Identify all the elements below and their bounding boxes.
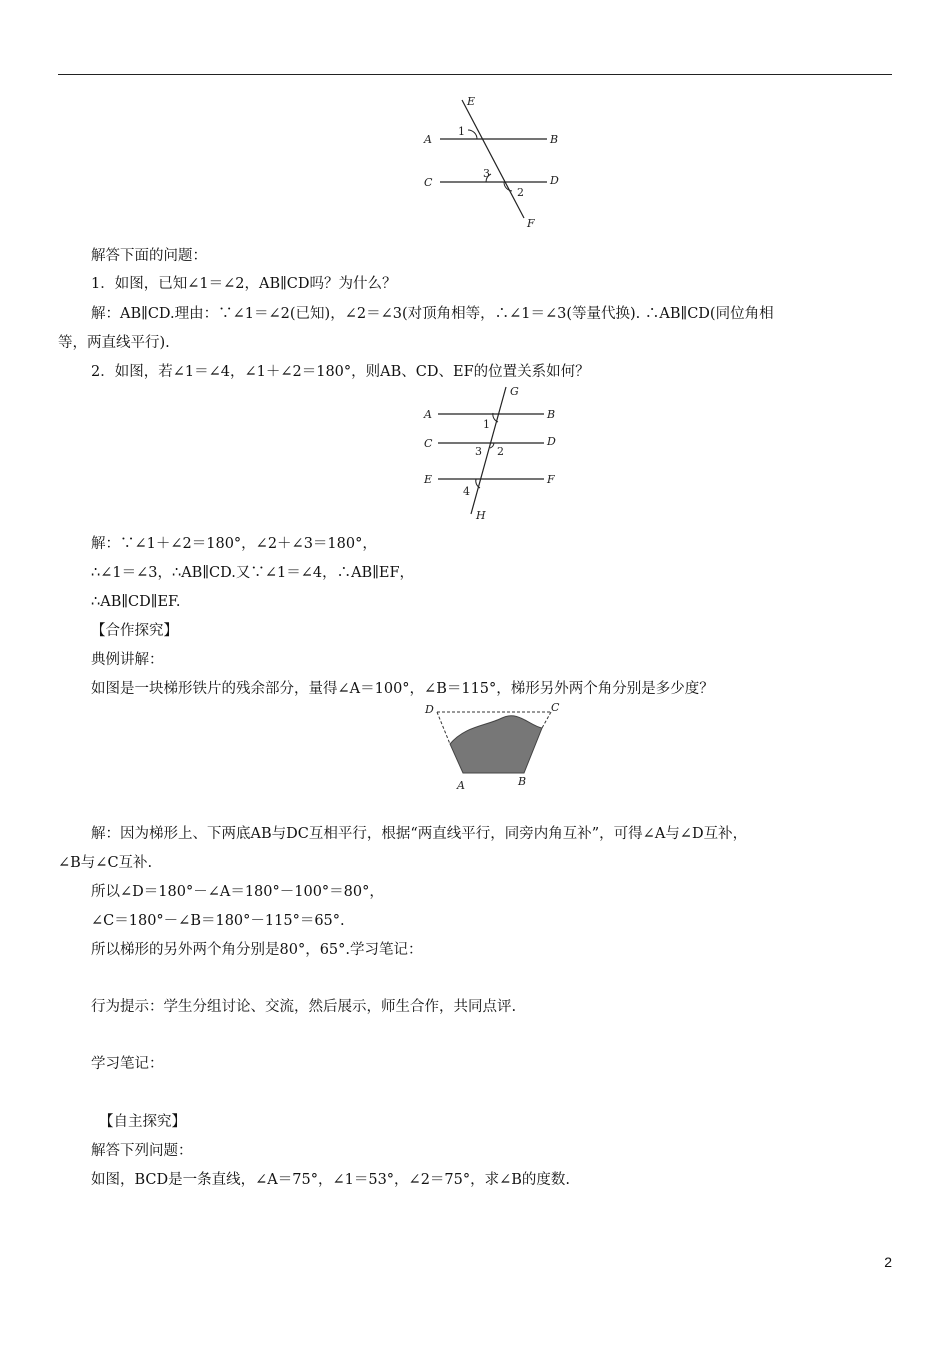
behavior-hint: 行为提示：学生分组讨论、交流，然后展示，师生合作，共同点评.	[91, 999, 517, 1015]
question-2: 2．如图，若∠1＝∠4，∠1＋∠2＝180°，则AB、CD、EF的位置关系如何？	[91, 364, 590, 380]
header-rule	[58, 74, 892, 75]
label-E: E	[424, 473, 433, 486]
question-1: 1．如图，已知∠1＝∠2，AB∥CD吗？为什么？	[91, 276, 397, 292]
answer-2-line-2: ∴∠1＝∠3，∴AB∥CD.又∵∠1＝∠4，∴AB∥EF，	[91, 565, 415, 581]
label-E: E	[467, 95, 476, 108]
angle-1-label: 1	[483, 418, 490, 431]
example-answer-line-2: ∠B与∠C互补.	[58, 855, 153, 871]
answer-2-line-3: ∴AB∥CD∥EF.	[91, 594, 181, 610]
self-study-intro: 解答下列问题：	[91, 1143, 193, 1159]
figure-trapezoid	[420, 700, 570, 796]
angle-2-label: 2	[497, 445, 504, 458]
label-D: D	[425, 703, 434, 716]
answer-2-line-1: 解：∵∠1＋∠2＝180°，∠2＋∠3＝180°，	[91, 536, 377, 552]
label-A: A	[457, 779, 465, 792]
label-H: H	[476, 509, 486, 522]
angle-3-label: 3	[475, 445, 482, 458]
example-answer-line-1: 解：因为梯形上、下两底AB与DC互相平行，根据“两直线平行，同旁内角互补”，可得∠A与∠D互补，	[91, 826, 748, 842]
label-F: F	[547, 473, 555, 486]
label-C: C	[424, 176, 433, 189]
page-number: 2	[884, 1254, 892, 1270]
angle-4-label: 4	[463, 485, 470, 498]
label-G: G	[510, 385, 519, 398]
label-C: C	[551, 701, 560, 714]
label-B: B	[550, 133, 559, 146]
angle-3-label: 3	[483, 167, 490, 180]
example-answer-line-4: ∠C＝180°－∠B＝180°－115°＝65°.	[91, 913, 345, 929]
label-A: A	[424, 133, 432, 146]
label-D: D	[550, 174, 559, 187]
answer-1-line-2: 等，两直线平行).	[58, 335, 170, 351]
example-question: 如图是一块梯形铁片的残余部分，量得∠A＝100°，∠B＝115°，梯形另外两个角分别是多少度？	[91, 681, 714, 697]
answer-1-line-1: 解：AB∥CD.理由：∵∠1＝∠2(已知)，∠2＝∠3(对顶角相等，∴∠1＝∠3(等量代换). ∴AB∥CD(同位角相	[91, 306, 774, 322]
study-notes: 学习笔记：	[91, 1056, 164, 1072]
label-B: B	[547, 408, 556, 421]
example-answer-line-3: 所以∠D＝180°－∠A＝180°－100°＝80°，	[91, 884, 384, 900]
figure-parallel-lines-1	[420, 94, 570, 232]
self-study-heading: 【自主探究】	[99, 1114, 186, 1130]
example-heading: 典例讲解：	[91, 652, 164, 668]
label-B: B	[518, 775, 527, 788]
self-study-question: 如图，BCD是一条直线，∠A＝75°，∠1＝53°，∠2＝75°，求∠B的度数.	[91, 1172, 571, 1188]
angle-2-label: 2	[517, 186, 524, 199]
intro-text: 解答下面的问题：	[91, 248, 207, 264]
label-F: F	[527, 217, 535, 230]
label-C: C	[424, 437, 433, 450]
example-answer-line-5: 所以梯形的另外两个角分别是80°，65°.学习笔记：	[91, 942, 423, 958]
label-A: A	[424, 408, 432, 421]
figure-parallel-lines-2	[420, 380, 570, 522]
angle-1-label: 1	[458, 125, 465, 138]
label-D: D	[547, 435, 556, 448]
coop-heading: 【合作探究】	[91, 623, 178, 639]
